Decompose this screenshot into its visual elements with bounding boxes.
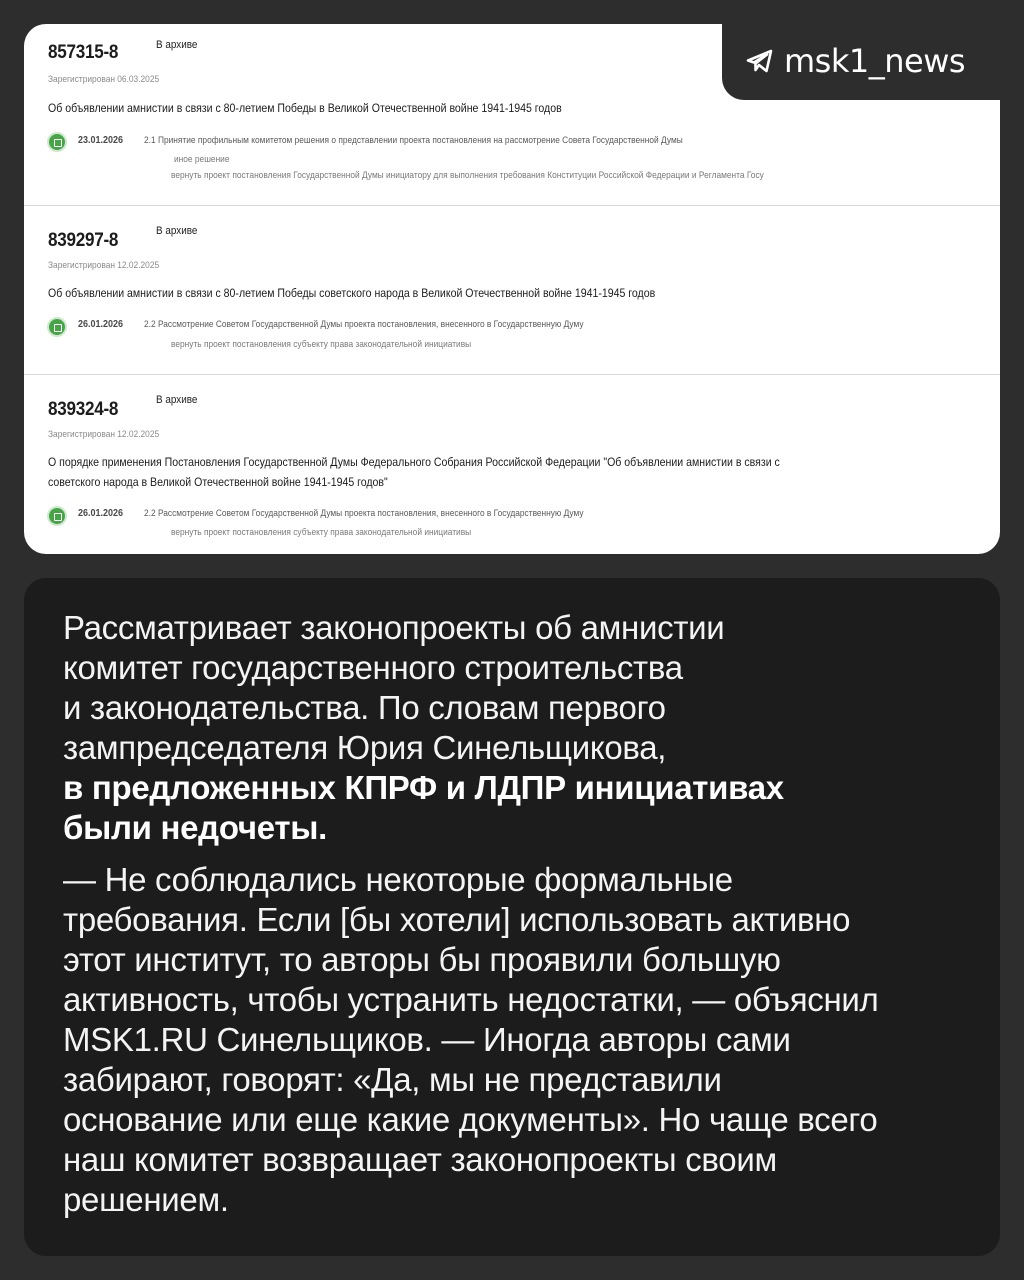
bill-record[interactable]: [24, 206, 1000, 375]
text-line: MSK1.RU Синельщиков. — Иногда авторы сами: [63, 1021, 791, 1058]
bill-registered-date: Зарегистрирован 12.02.2025: [48, 429, 160, 440]
channel-name[interactable]: msk1_news: [784, 42, 966, 80]
bold-text-line: были недочеты.: [63, 809, 327, 846]
stage-date: 26.01.2026: [78, 508, 124, 519]
text-line: — Не соблюдались некоторые формальные: [63, 861, 733, 898]
article-paragraph-intro: [63, 608, 973, 848]
stage-date: 23.01.2026: [78, 135, 124, 146]
stage-description: 2.2 Рассмотрение Советом Государственной Думы проекта постановления, внесенного в Государственную Думу: [144, 319, 584, 330]
stage-decision-detail: вернуть проект постановления субъекту права законодательной инициативы: [171, 527, 472, 538]
bill-status: В архиве: [156, 394, 198, 406]
bill-registered-date: Зарегистрирован 12.02.2025: [48, 260, 160, 271]
channel-tag[interactable]: [722, 24, 1000, 100]
text-line: наш комитет возвращает законопроекты своим: [63, 1141, 777, 1178]
bill-title[interactable]: Об объявлении амнистии в связи с 80-летием Победы в Великой Отечественной войне 1941-1945 годов: [48, 101, 562, 115]
bill-status: В архиве: [156, 225, 198, 237]
stage-decision-detail: вернуть проект постановления Государственной Думы инициатору для выполнения требования Конституции Российской Федерации и Регламента Госу: [171, 170, 764, 181]
text-line: основание или еще какие документы». Но чаще всего: [63, 1101, 878, 1138]
stage-decision: иное решение: [174, 154, 230, 165]
telegram-icon: [746, 48, 774, 74]
bill-status: В архиве: [156, 39, 198, 51]
text-line: зампредседателя Юрия Синельщикова,: [63, 729, 667, 766]
bill-number[interactable]: 857315-8: [48, 42, 119, 63]
stage-date: 26.01.2026: [78, 319, 124, 330]
article-paragraph-quote: [63, 860, 973, 1220]
bill-record[interactable]: [24, 375, 1000, 554]
text-line: этот институт, то авторы бы проявили большую: [63, 941, 781, 978]
bill-number[interactable]: 839297-8: [48, 230, 119, 251]
stage-description: 2.1 Принятие профильным комитетом решения о представлении проекта постановления на рассмотрение Совета Государственной Думы: [144, 135, 683, 146]
bold-text-line: в предложенных КПРФ и ЛДПР инициативах: [63, 769, 784, 806]
bill-number[interactable]: 839324-8: [48, 399, 119, 420]
stage-status-icon: [47, 317, 67, 337]
text-line: решением.: [63, 1181, 229, 1218]
text-line: требования. Если [бы хотели] использовать активно: [63, 901, 851, 938]
text-line: Рассматривает законопроекты об амнистии: [63, 609, 725, 646]
bill-title[interactable]: О порядке применения Постановления Государственной Думы Федерального Собрания Российской Федерации "Об объявлении амнистии в связи с: [48, 455, 780, 469]
text-line: и законодательства. По словам первого: [63, 689, 666, 726]
bills-screenshot: [24, 24, 1000, 554]
stage-decision-detail: вернуть проект постановления субъекту права законодательной инициативы: [171, 339, 472, 350]
stage-description: 2.2 Рассмотрение Советом Государственной Думы проекта постановления, внесенного в Государственную Думу: [144, 508, 584, 519]
stage-status-icon: [47, 506, 67, 526]
bill-registered-date: Зарегистрирован 06.03.2025: [48, 74, 160, 85]
bill-title[interactable]: Об объявлении амнистии в связи с 80-летием Победы советского народа в Великой Отечественной войне 1941-1945 годов: [48, 286, 656, 300]
stage-status-icon: [47, 132, 67, 152]
bill-title-continued[interactable]: советского народа в Великой Отечественной войне 1941-1945 годов": [48, 475, 388, 489]
article-text-card: [24, 578, 1000, 1256]
text-line: комитет государственного строительства: [63, 649, 683, 686]
text-line: активность, чтобы устранить недостатки, — объяснил: [63, 981, 879, 1018]
text-line: забирают, говорят: «Да, мы не представили: [63, 1061, 722, 1098]
